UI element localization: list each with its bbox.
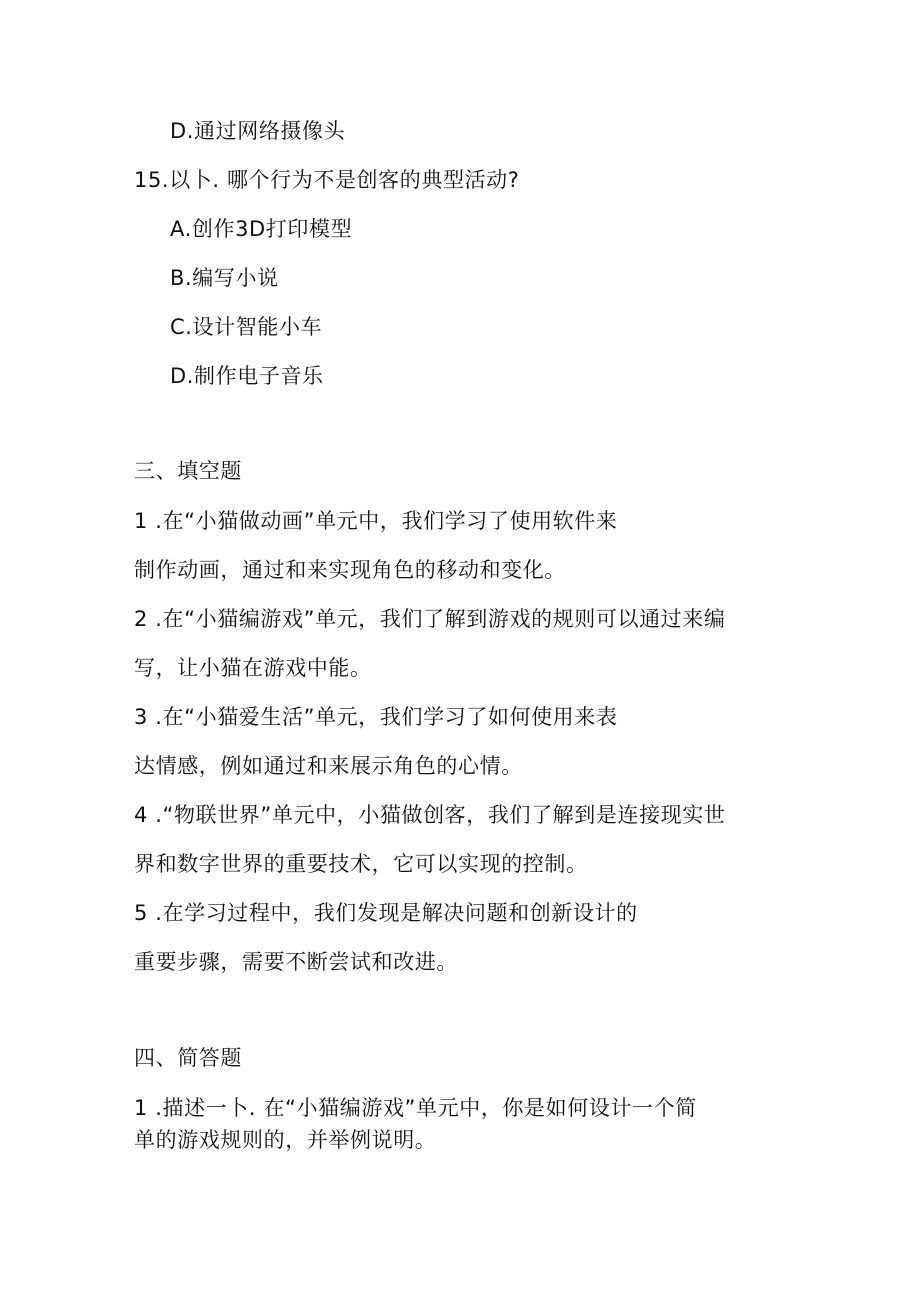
q15-option-b: B.编写小说	[170, 266, 279, 290]
fill-item-5-line-1: 5 .在学习过程中，我们发现是解决问题和创新设计的	[134, 901, 638, 925]
fill-item-4-line-2: 界和数字世界的重要技术，它可以实现的控制。	[134, 852, 588, 876]
fill-item-1-line-1: 1 .在“小猫做动画”单元中，我们学习了使用软件来	[134, 509, 618, 533]
section-4-heading: 四、简答题	[134, 1046, 242, 1070]
fill-item-2-line-2: 写，让小猫在游戏中能。	[134, 656, 372, 680]
q15-option-c: C.设计智能小车	[170, 315, 323, 339]
fill-item-2-line-1: 2 .在“小猫编游戏”单元，我们了解到游戏的规则可以通过来编	[134, 607, 726, 631]
q15-option-a: A.创作3D打印模型	[170, 217, 353, 241]
fill-item-5-line-2: 重要步骤，需要不断尝试和改进。	[134, 950, 458, 974]
fill-item-1-line-2: 制作动画，通过和来实现角色的移动和变化。	[134, 558, 566, 582]
fill-item-3-line-1: 3 .在“小猫爱生活”单元，我们学习了如何使用来表	[134, 705, 618, 729]
fill-item-4-line-1: 4 .“物联世界”单元中，小猫做创客，我们了解到是连接现实世	[134, 803, 726, 827]
q15-option-d: D.制作电子音乐	[170, 364, 324, 388]
q14-option-d: D.通过网络摄像头	[170, 119, 346, 143]
short-answer-item-1-line-2: 单的游戏规则的，并举例说明。	[134, 1128, 437, 1152]
q15-question: 15.以卜. 哪个行为不是创客的典型活动?	[134, 168, 520, 192]
short-answer-item-1-line-1: 1 .描述一卜. 在“小猫编游戏”单元中，你是如何设计一个简	[134, 1096, 697, 1120]
fill-item-3-line-2: 达情感，例如通过和来展示角色的心情。	[134, 754, 523, 778]
section-3-heading: 三、填空题	[134, 459, 242, 483]
